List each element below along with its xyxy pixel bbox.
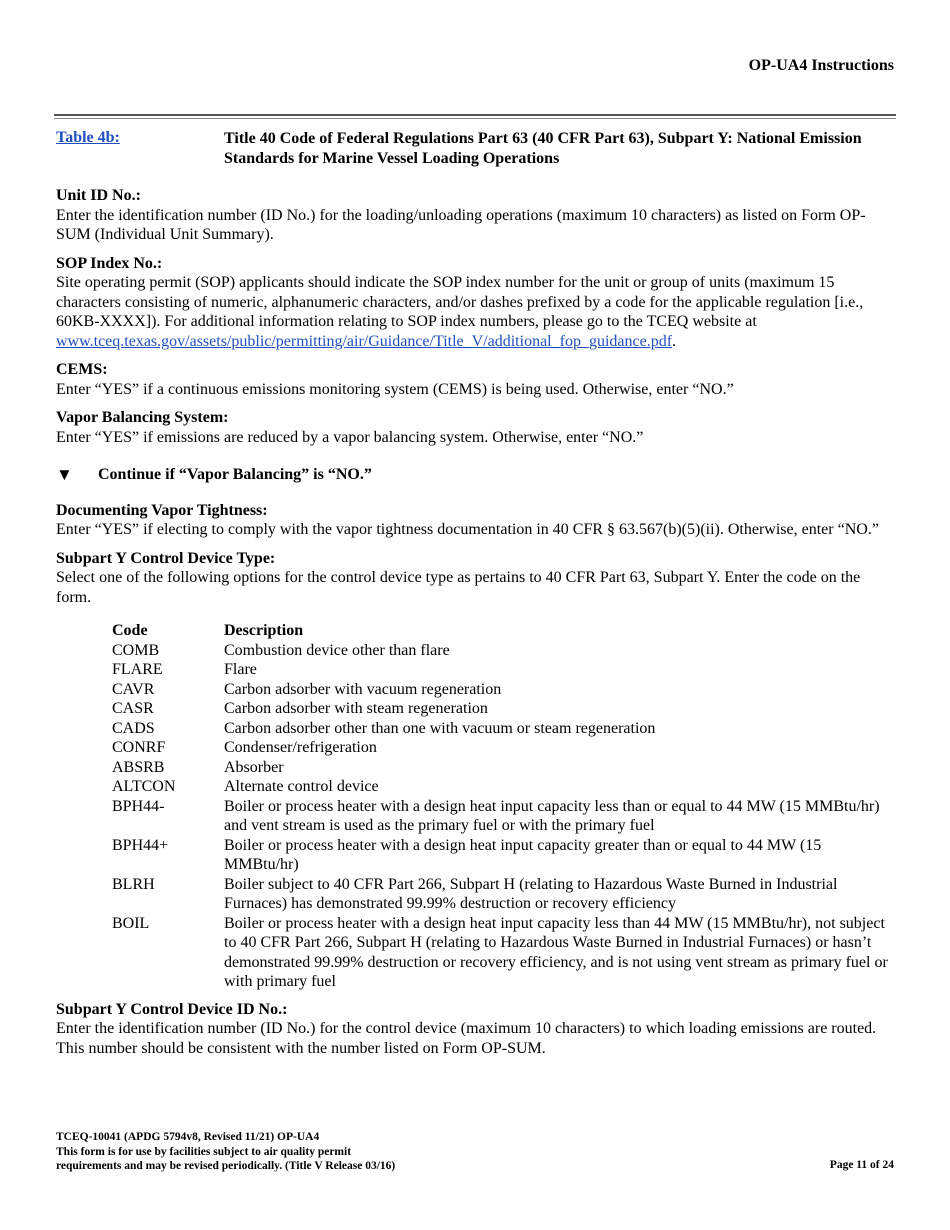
sop-index-text: Site operating permit (SOP) applicants should indicate the SOP index number for the unit or group of units (maximum 15 characters consisting of numeric, alphanumeric characters, and/or dashes prefixed by a code for the applicable regulation [i.e., 60KB-XXXX]). For additional information relating to SOP index numbers, please go to the TCEQ website at bbox=[56, 274, 864, 330]
description-cell: Boiler subject to 40 CFR Part 266, Subpart H (relating to Hazardous Waste Burned in Industrial Furnaces) has demonstrated 99.99% destruction or recovery efficiency bbox=[224, 875, 838, 912]
code-column-header: Code bbox=[112, 622, 148, 639]
cems-section bbox=[56, 360, 896, 399]
footer-line-2: This form is for use by facilities subject to air quality permit bbox=[56, 1145, 352, 1158]
description-cell: Condenser/refrigeration bbox=[224, 739, 377, 756]
vapor-balancing-heading: Vapor Balancing System: bbox=[56, 409, 229, 426]
header-rule-thin bbox=[54, 118, 896, 119]
description-cell: Boiler or process heater with a design heat input capacity less than 44 MW (15 MMBtu/hr), not subject to 40 CFR Part 266, Subpart H (relating to Hazardous Waste Burned in Industrial Furnaces) or hasn’t demonstrated 99.99% destruction or recovery efficiency, and is not using vent stream as primary fuel or with primary fuel bbox=[224, 914, 888, 990]
page-number: Page 11 of 24 bbox=[829, 1159, 894, 1171]
sop-index-end: . bbox=[672, 332, 677, 350]
sop-index-section bbox=[56, 254, 896, 352]
code-cell: CONRF bbox=[112, 739, 166, 756]
code-table-header-row bbox=[112, 621, 896, 641]
control-device-type-text: Select one of the following options for the control device type as pertains to 40 CFR Part 63, Subpart Y. Enter the code on the form. bbox=[56, 569, 861, 606]
footer-line-1: TCEQ-10041 (APDG 5794v8, Revised 11/21) OP-UA4 bbox=[56, 1131, 320, 1143]
code-cell: CADS bbox=[112, 719, 155, 737]
footer-form-info bbox=[56, 1130, 395, 1174]
table-row bbox=[112, 699, 896, 719]
description-cell: Boiler or process heater with a design heat input capacity greater than or equal to 44 MW (15 MMBtu/hr) bbox=[224, 836, 822, 873]
cems-text: Enter “YES” if a continuous emissions monitoring system (CEMS) is being used. Otherwise, enter “NO.” bbox=[56, 380, 734, 398]
unit-id-section bbox=[56, 186, 896, 245]
control-device-id-section bbox=[56, 1000, 896, 1059]
description-cell: Carbon adsorber with steam regeneration bbox=[224, 700, 488, 717]
description-cell: Carbon adsorber other than one with vacuum or steam regeneration bbox=[224, 719, 656, 737]
header-rule bbox=[54, 114, 896, 116]
code-cell: BLRH bbox=[112, 875, 155, 893]
table-row bbox=[112, 719, 896, 739]
code-cell: ABSRB bbox=[112, 758, 165, 776]
description-cell: Combustion device other than flare bbox=[224, 641, 450, 659]
triangle-down-icon: ▼ bbox=[56, 465, 73, 484]
table-row bbox=[112, 660, 896, 680]
header-title: OP-UA4 Instructions bbox=[748, 57, 894, 74]
footer-line-3: requirements and may be revised periodically. (Title V Release 03/16) bbox=[56, 1160, 396, 1172]
code-cell: BOIL bbox=[112, 914, 150, 932]
description-cell: Flare bbox=[224, 661, 257, 678]
description-cell: Alternate control device bbox=[224, 778, 379, 795]
table-row bbox=[112, 641, 896, 661]
control-device-type-heading: Subpart Y Control Device Type: bbox=[56, 549, 276, 567]
sop-index-heading: SOP Index No.: bbox=[56, 254, 163, 272]
control-device-code-table bbox=[112, 621, 896, 992]
vapor-tightness-section bbox=[56, 501, 896, 540]
table-title: Title 40 Code of Federal Regulations Part 63 (40 CFR Part 63), Subpart Y: National Emission Standards for Marine Vessel Loading Operations bbox=[224, 130, 862, 167]
unit-id-heading: Unit ID No.: bbox=[56, 187, 141, 204]
description-cell: Absorber bbox=[224, 758, 284, 776]
table-4b-link[interactable]: Table 4b: bbox=[56, 129, 120, 146]
table-row bbox=[112, 914, 896, 992]
code-cell: FLARE bbox=[112, 661, 163, 678]
description-cell: Carbon adsorber with vacuum regeneration bbox=[224, 680, 502, 698]
table-row bbox=[112, 777, 896, 797]
control-device-id-text: Enter the identification number (ID No.) for the control device (maximum 10 characters) to which loading emissions are routed. This number should be consistent with the number listed on Form OP-SUM. bbox=[56, 1020, 877, 1057]
code-cell: BPH44- bbox=[112, 797, 165, 815]
description-column-header: Description bbox=[224, 622, 304, 639]
cems-heading: CEMS: bbox=[56, 361, 108, 378]
content bbox=[56, 186, 896, 1067]
code-cell: ALTCON bbox=[112, 778, 176, 795]
control-device-type-section bbox=[56, 549, 896, 608]
tceq-guidance-link[interactable]: www.tceq.texas.gov/assets/public/permitting/air/Guidance/Title_V/additional_fop_guidance.pdf bbox=[56, 332, 673, 350]
vapor-balancing-section bbox=[56, 408, 896, 447]
table-row bbox=[112, 680, 896, 700]
sop-index-paragraph bbox=[56, 273, 896, 351]
table-row bbox=[112, 738, 896, 758]
code-cell: CASR bbox=[112, 700, 154, 717]
unit-id-text: Enter the identification number (ID No.) for the loading/unloading operations (maximum 10 characters) as listed on Form OP-SUM (Individual Unit Summary). bbox=[56, 206, 866, 243]
description-cell: Boiler or process heater with a design heat input capacity less than or equal to 44 MW (15 MMBtu/hr) and vent stream is used as the primary fuel or with the primary fuel bbox=[224, 797, 880, 834]
continue-note bbox=[56, 465, 896, 485]
code-cell: CAVR bbox=[112, 680, 155, 698]
table-row bbox=[112, 836, 896, 875]
vapor-tightness-text: Enter “YES” if electing to comply with the vapor tightness documentation in 40 CFR § 63.567(b)(5)(ii). Otherwise, enter “NO.” bbox=[56, 521, 879, 538]
control-device-id-heading: Subpart Y Control Device ID No.: bbox=[56, 1000, 288, 1018]
continue-note-text: Continue if “Vapor Balancing” is “NO.” bbox=[98, 466, 372, 483]
code-cell: BPH44+ bbox=[112, 836, 169, 854]
table-row bbox=[112, 758, 896, 778]
table-row bbox=[112, 797, 896, 836]
vapor-balancing-text: Enter “YES” if emissions are reduced by a vapor balancing system. Otherwise, enter “NO.” bbox=[56, 428, 644, 446]
vapor-tightness-heading: Documenting Vapor Tightness: bbox=[56, 501, 268, 519]
table-row bbox=[112, 875, 896, 914]
code-cell: COMB bbox=[112, 641, 160, 659]
